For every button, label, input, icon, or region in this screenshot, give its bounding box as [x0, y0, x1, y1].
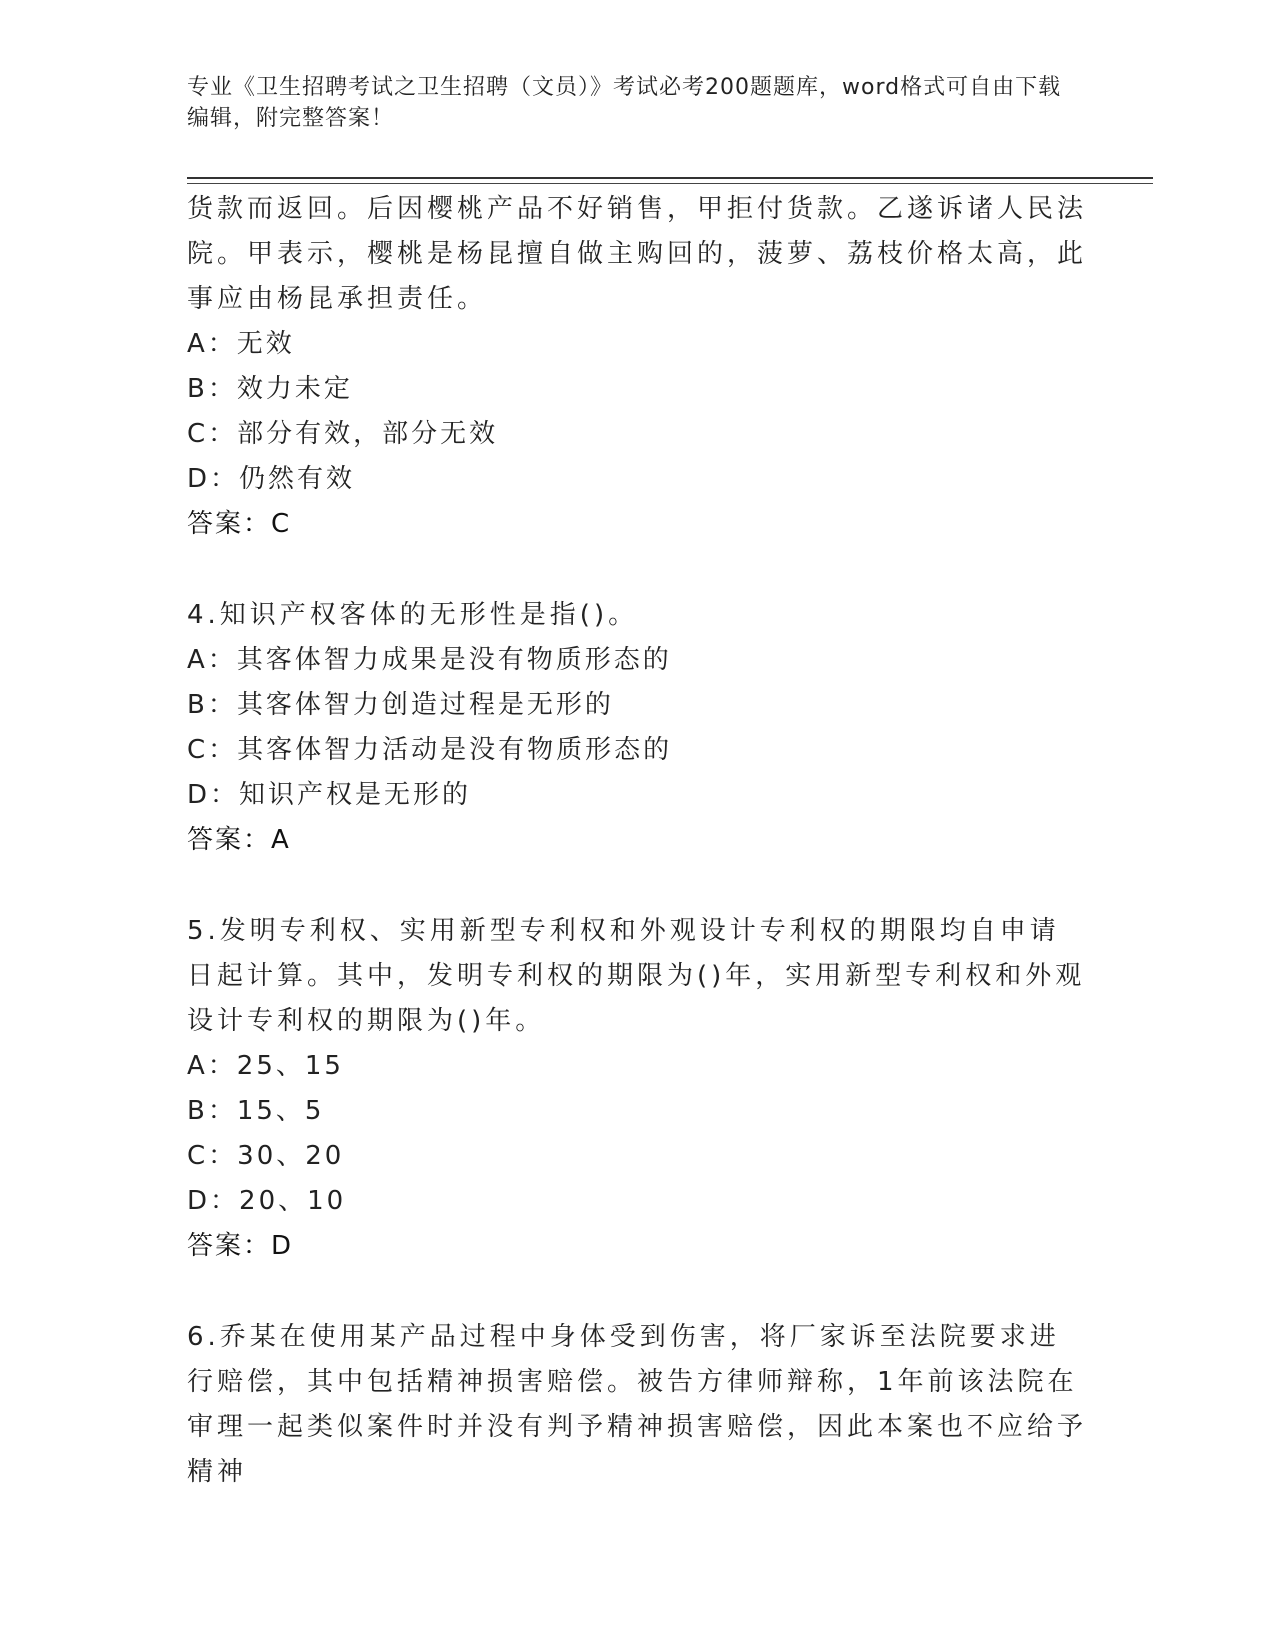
- option-b: B：效力未定: [187, 374, 353, 404]
- option-c: C：其客体智力活动是没有物质形态的: [187, 735, 673, 765]
- question-stem: 5.发明专利权、实用新型专利权和外观设计专利权的期限均自申请日起计算。其中，发明专利权的期限为()年，实用新型专利权和外观设计专利权的期限为()年。: [187, 916, 1086, 1036]
- question-stem: 6.乔某在使用某产品过程中身体受到伤害，将厂家诉至法院要求进行赔偿，其中包括精神损害赔偿。被告方律师辩称，1年前该法院在审理一起类似案件时并没有判予精神损害赔偿，因此本案也不应给予精神: [187, 1322, 1088, 1487]
- option-c: C：30、20: [187, 1141, 345, 1171]
- question-stem: 4.知识产权客体的无形性是指()。: [187, 600, 639, 630]
- answer-line: 答案：A: [187, 825, 291, 855]
- option-b: B：其客体智力创造过程是无形的: [187, 690, 614, 720]
- spacer: [187, 547, 1087, 593]
- spacer: [187, 863, 1087, 909]
- document-body: [187, 187, 1087, 1495]
- option-d: D：仍然有效: [187, 464, 356, 494]
- option-b: B：15、5: [187, 1096, 325, 1126]
- spacer: [187, 1269, 1087, 1315]
- option-a: A：其客体智力成果是没有物质形态的: [187, 645, 672, 675]
- answer-line: 答案：D: [187, 1231, 294, 1261]
- document-header: 专业《卫生招聘考试之卫生招聘（文员）》考试必考200题题库，word格式可自由下载编辑，附完整答案！: [187, 75, 1062, 131]
- question-stem: 货款而返回。后因樱桃产品不好销售，甲拒付货款。乙遂诉诸人民法院。甲表示，樱桃是杨昆擅自做主购回的，菠萝、荔枝价格太高，此事应由杨昆承担责任。: [187, 194, 1088, 314]
- option-a: A：无效: [187, 329, 295, 359]
- question-block: [187, 593, 1087, 863]
- question-block: [187, 909, 1087, 1269]
- option-c: C：部分有效，部分无效: [187, 419, 499, 449]
- header-divider-thin: [187, 183, 1153, 184]
- answer-line: 答案：C: [187, 509, 292, 539]
- question-block: [187, 187, 1087, 547]
- question-block: [187, 1315, 1087, 1495]
- option-d: D：知识产权是无形的: [187, 780, 472, 810]
- option-a: A：25、15: [187, 1051, 344, 1081]
- header-divider-thick: [187, 177, 1153, 179]
- option-d: D：20、10: [187, 1186, 347, 1216]
